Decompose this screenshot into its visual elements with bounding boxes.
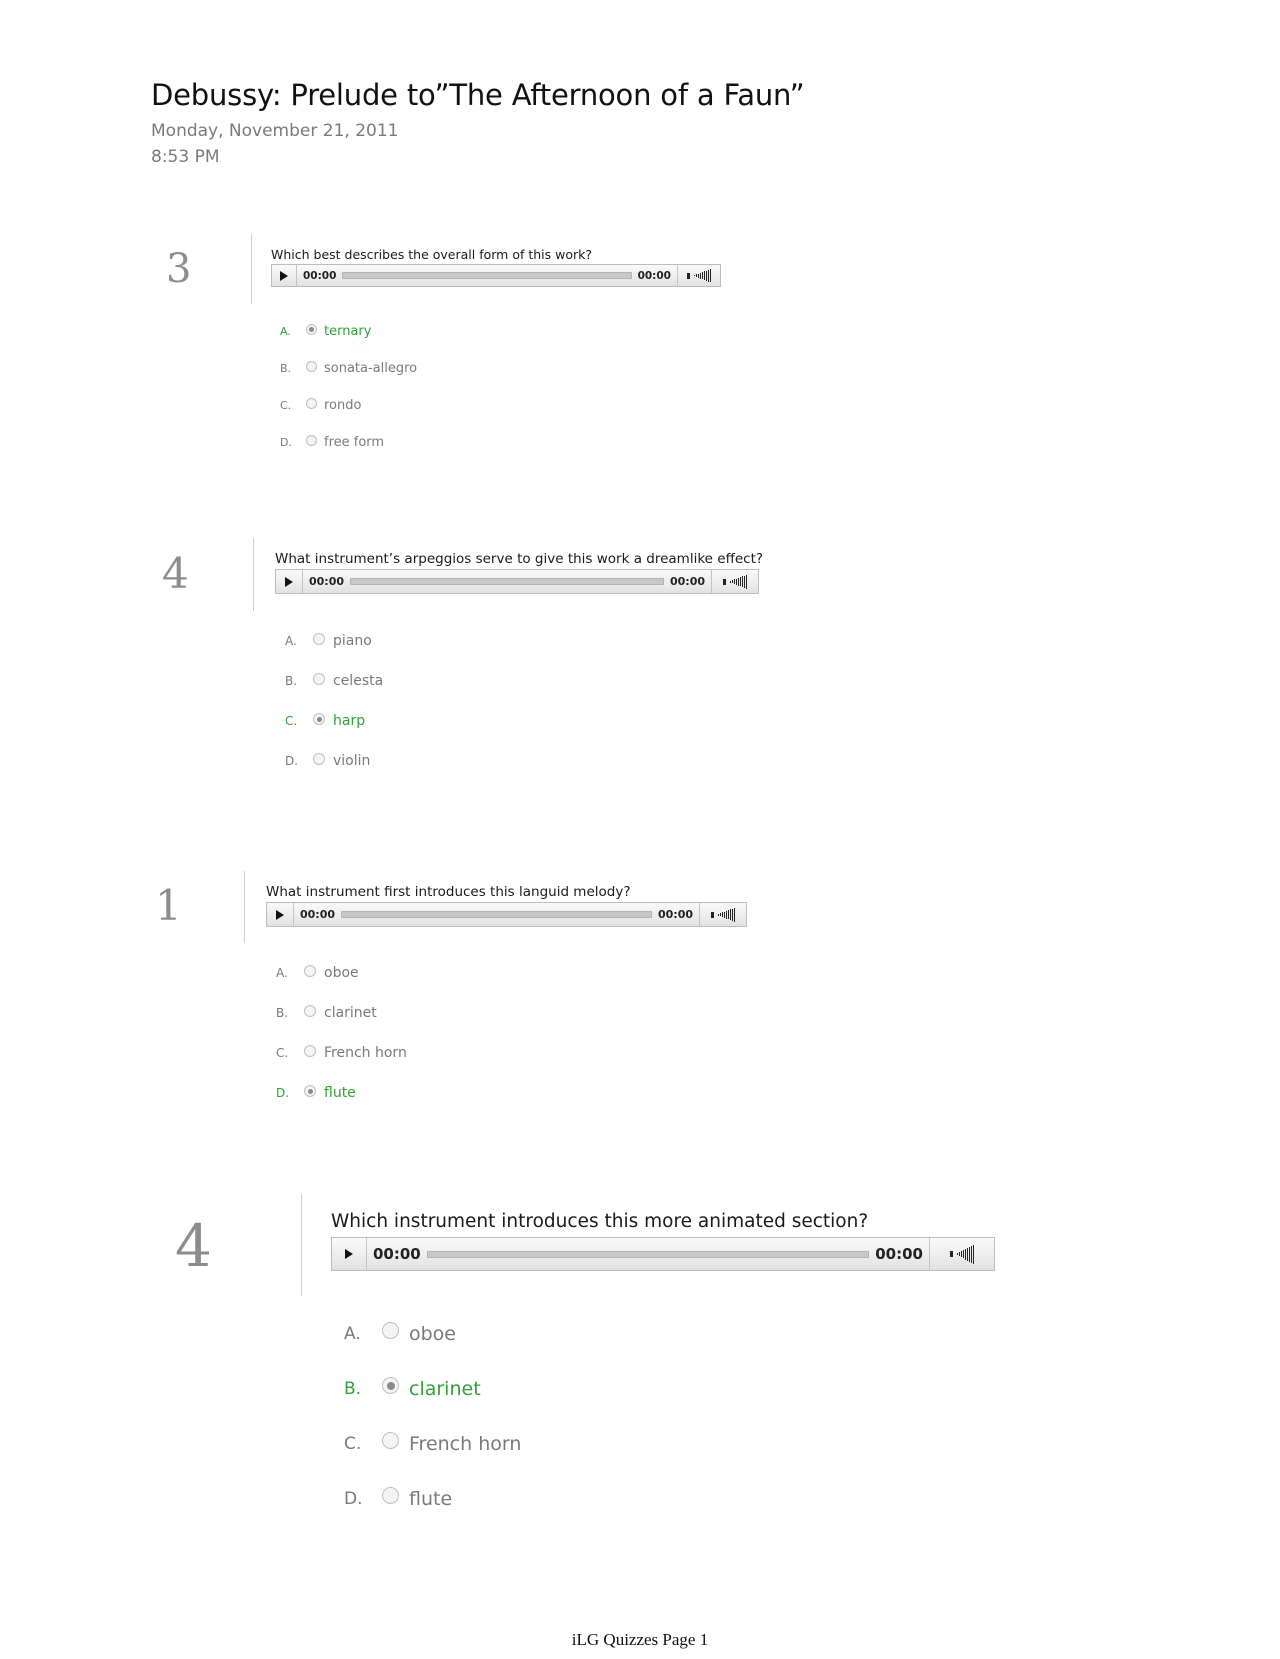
speaker-icon [711,912,714,918]
volume-bar [957,1253,958,1255]
option-label: oboe [409,1322,456,1345]
volume-bar [730,909,731,920]
volume-bar [706,271,707,281]
option-label: flute [324,1085,356,1101]
option-letter: B. [344,1378,362,1399]
option-label: French horn [409,1432,522,1455]
option-label: clarinet [409,1377,481,1400]
volume-bar [734,908,735,922]
radio-icon[interactable] [304,965,316,977]
volume-bar [740,577,741,586]
question-divider [244,871,245,943]
question-divider [301,1194,302,1296]
speaker-icon [950,1251,953,1257]
volume-bar [728,910,729,919]
option-letter: A. [344,1323,361,1344]
option-letter: A. [285,634,297,648]
answer-option[interactable] [285,633,372,649]
question-text: What instrument first introduces this languid melody? [266,884,631,900]
radio-icon[interactable] [304,1045,316,1057]
volume-bar [963,1250,964,1258]
play-icon [285,577,293,587]
option-label: celesta [333,673,384,689]
volume-bar [967,1248,968,1261]
current-time: 00:00 [309,575,345,588]
answer-option[interactable] [344,1323,456,1345]
radio-icon[interactable] [304,1085,316,1097]
volume-bar [702,272,703,279]
volume-bar [738,578,739,586]
option-label: French horn [324,1045,407,1061]
answer-option[interactable] [285,753,370,769]
radio-icon[interactable] [382,1377,399,1394]
page-title: Debussy: Prelude to”The Afternoon of a Faun” [151,78,805,112]
duration-time: 00:00 [637,269,671,282]
answer-option[interactable] [276,965,359,981]
question-divider [253,538,254,611]
answer-option[interactable] [285,713,365,729]
volume-bar [696,274,697,277]
radio-icon[interactable] [382,1487,399,1504]
volume-bar [730,581,731,583]
volume-icon[interactable] [711,570,758,593]
option-label: oboe [324,965,359,981]
volume-bar [742,576,743,587]
play-button[interactable] [267,903,294,926]
volume-bar [698,274,699,278]
radio-icon[interactable] [313,673,325,685]
question-text: Which best describes the overall form of this work? [271,247,593,262]
volume-bar [732,909,733,921]
option-label: violin [333,753,371,769]
answer-option[interactable] [280,324,371,339]
volume-bar [694,275,695,276]
page-meta [151,118,804,170]
volume-bar [722,912,723,917]
radio-icon[interactable] [313,633,325,645]
page-header [151,78,804,170]
radio-icon[interactable] [313,713,325,725]
volume-bar [708,270,709,282]
seek-bar[interactable] [342,272,631,279]
page-time: 8:53 PM [151,147,220,167]
current-time: 00:00 [303,269,337,282]
option-label: harp [333,713,366,729]
volume-bar [700,273,701,279]
radio-icon[interactable] [304,1005,316,1017]
audio-player [271,264,721,287]
speaker-icon [687,273,690,279]
volume-icon[interactable] [677,265,720,286]
volume-bar [971,1246,972,1263]
answer-option[interactable] [276,1085,356,1101]
answer-option[interactable] [285,673,383,689]
volume-bar [965,1249,966,1260]
question-number: 4 [162,549,189,598]
volume-bar [734,579,735,584]
duration-time: 00:00 [669,575,705,588]
volume-icon[interactable] [929,1238,994,1270]
volume-bar [973,1245,974,1264]
play-button[interactable] [332,1238,367,1270]
duration-time: 00:00 [875,1245,923,1263]
radio-icon[interactable] [306,361,317,372]
duration-time: 00:00 [657,908,693,921]
option-label: rondo [324,397,362,413]
volume-bar [720,913,721,916]
volume-bar [736,579,737,585]
answer-option[interactable] [344,1433,521,1455]
volume-bar [961,1251,962,1257]
option-letter: C. [280,398,292,412]
question-number: 4 [175,1212,212,1280]
answer-option[interactable] [280,435,384,450]
radio-icon[interactable] [306,398,317,409]
option-letter: D. [276,1086,290,1100]
seek-bar[interactable] [341,911,652,918]
question-text: What instrument’s arpeggios serve to give this work a dreamlike effect? [275,551,764,567]
option-label: free form [324,434,385,450]
option-label: ternary [324,323,372,339]
option-letter: D. [280,435,292,449]
option-letter: B. [280,361,292,375]
volume-bar [718,914,719,916]
option-letter: C. [344,1433,362,1454]
question-text: Which instrument introduces this more animated section? [331,1211,869,1232]
radio-icon[interactable] [306,435,317,446]
option-letter: C. [285,714,298,728]
volume-bar [724,912,725,918]
audio-player [275,569,759,594]
volume-bar [704,271,705,280]
answer-option[interactable] [276,1045,407,1061]
option-letter: B. [276,1006,289,1020]
answer-option[interactable] [276,1005,377,1021]
play-button[interactable] [276,570,303,593]
volume-bar [959,1252,960,1256]
radio-icon[interactable] [382,1432,399,1449]
volume-icon[interactable] [699,903,746,926]
current-time: 00:00 [300,908,336,921]
volume-bar [969,1247,970,1262]
play-icon [276,910,284,920]
radio-icon[interactable] [313,753,325,765]
audio-player [266,902,747,927]
page-footer: iLG Quizzes Page 1 [571,1630,709,1649]
option-letter: B. [285,674,298,688]
option-label: clarinet [324,1005,377,1021]
answer-option[interactable] [344,1378,481,1400]
volume-bar [726,911,727,919]
answer-option[interactable] [280,361,417,376]
volume-bar [710,269,711,282]
play-icon [280,271,288,281]
question-number: 3 [166,246,192,292]
question-divider [251,234,252,304]
volume-bar [732,580,733,583]
page-date: Monday, November 21, 2011 [151,121,399,141]
play-icon [345,1249,353,1259]
option-letter: D. [285,754,299,768]
option-letter: A. [276,966,288,980]
answer-option[interactable] [344,1488,452,1510]
volume-bar [744,576,745,588]
option-letter: A. [280,324,291,338]
option-letter: D. [344,1488,363,1509]
speaker-icon [723,579,726,585]
volume-bar [746,575,747,589]
audio-player [331,1237,995,1271]
radio-icon[interactable] [306,324,317,335]
question-number: 1 [155,881,182,930]
option-label: sonata-allegro [324,360,418,376]
radio-icon[interactable] [382,1322,399,1339]
current-time: 00:00 [373,1245,421,1263]
option-letter: C. [276,1046,289,1060]
seek-bar[interactable] [350,578,664,585]
seek-bar[interactable] [427,1251,870,1258]
play-button[interactable] [272,265,297,286]
answer-option[interactable] [280,398,361,413]
option-label: piano [333,633,372,649]
option-label: flute [409,1487,453,1510]
